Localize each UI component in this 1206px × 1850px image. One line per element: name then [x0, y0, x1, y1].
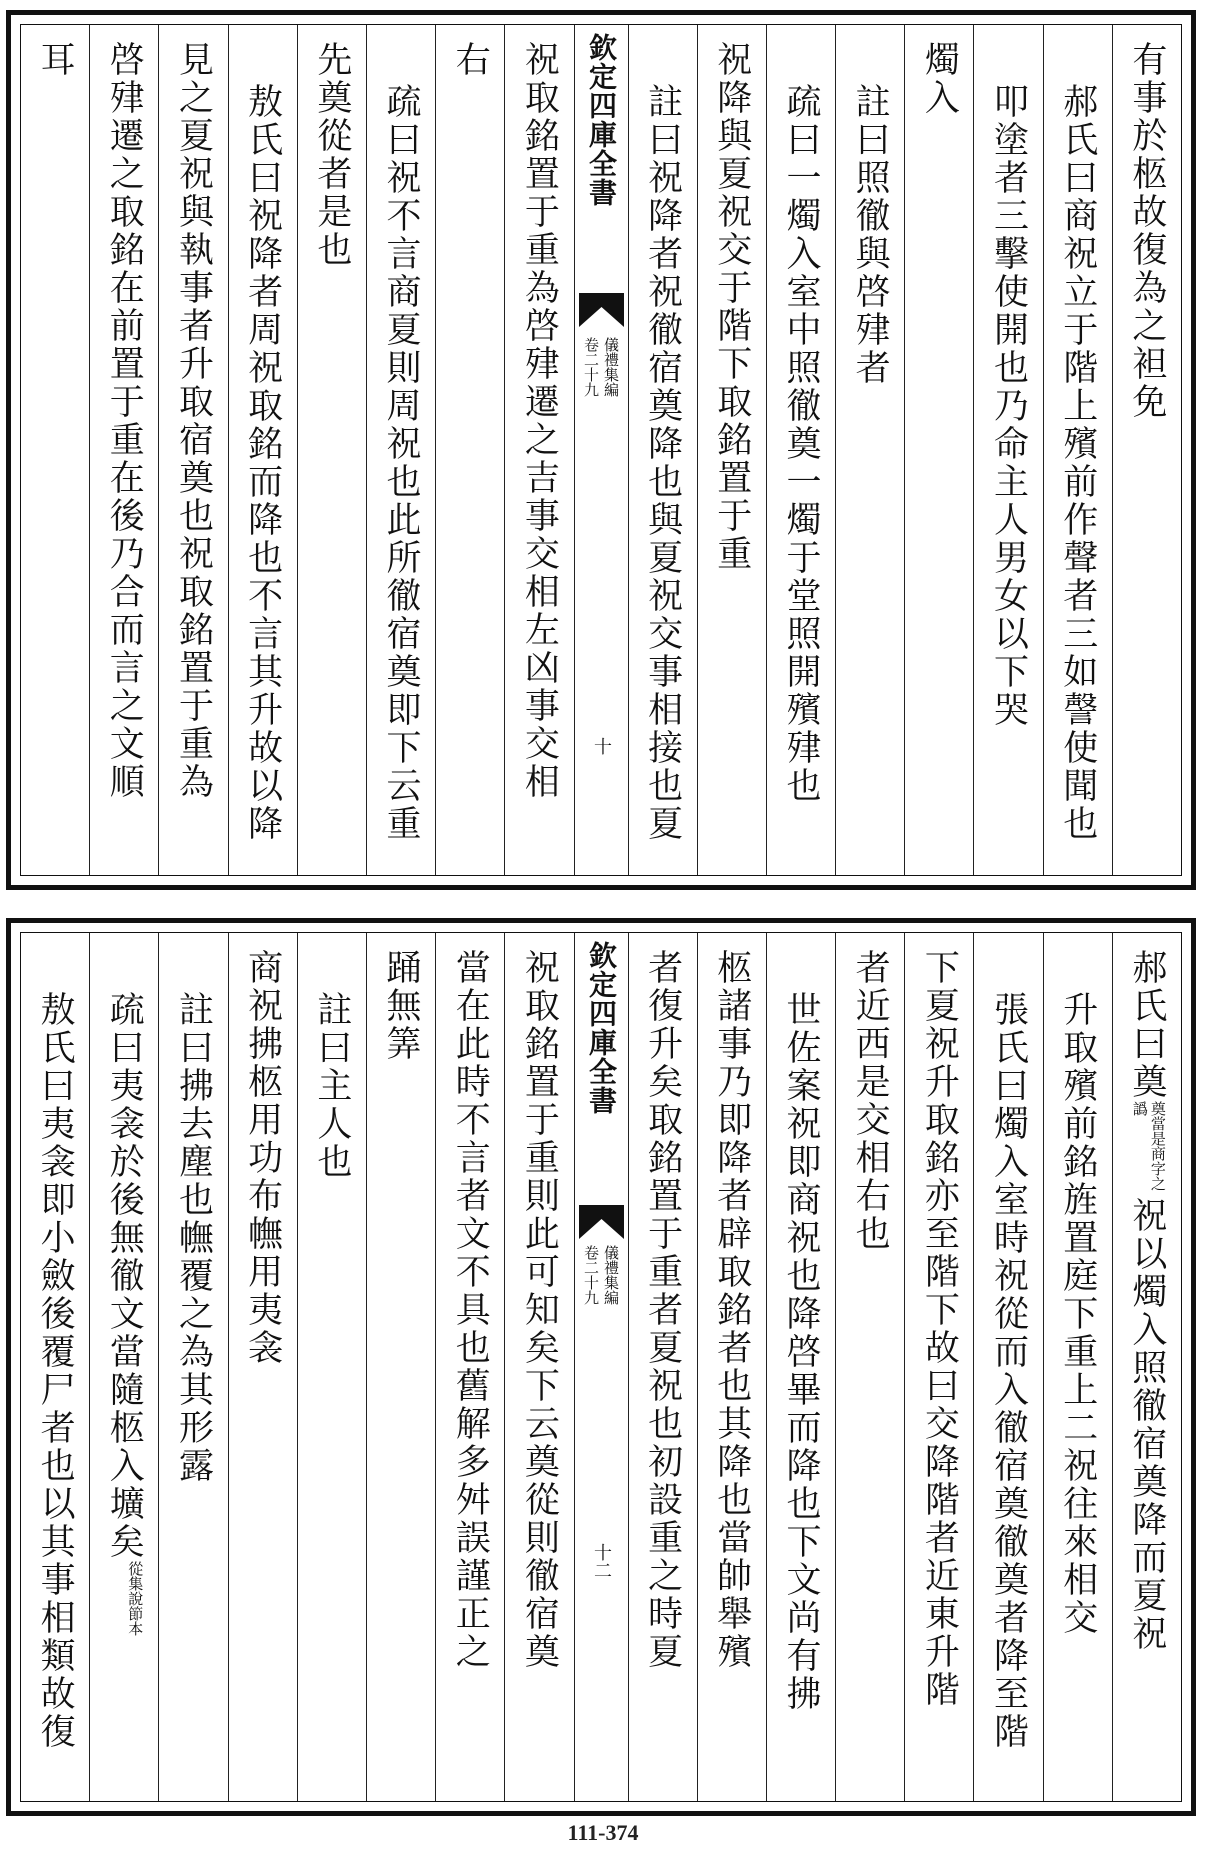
text-column	[904, 25, 973, 875]
top-page-frame	[20, 24, 1182, 876]
column-text	[104, 991, 144, 1636]
text-column	[89, 933, 158, 1801]
text-column	[504, 25, 573, 875]
column-text-part: 疏曰夷衾於後無徹文當隨柩入壙矣	[104, 991, 145, 1561]
interlinear-note: 從集說節本	[126, 1561, 145, 1636]
column-text: 祝取銘置于重為啓肂遷之吉事交相左凶事交相	[519, 41, 560, 801]
text-column	[435, 25, 504, 875]
column-text: 者近西是交相右也	[850, 949, 891, 1253]
text-column	[973, 25, 1042, 875]
column-text: 升取殯前銘旌置庭下重上二祝往來相交	[1057, 991, 1098, 1637]
column-text: 世佐案祝即商祝也降啓畢而降也下文尚有拂	[780, 991, 821, 1713]
column-text: 疏曰祝不言商夏則周祝也此所徹宿奠即下云重	[381, 83, 422, 843]
text-column	[697, 933, 766, 1801]
column-text: 祝降與夏祝交于階下取銘置于重	[711, 41, 752, 573]
text-column	[297, 933, 366, 1801]
column-text: 張氏曰燭入室時祝從而入徹宿奠徹奠者降至階	[988, 991, 1029, 1751]
text-column	[973, 933, 1042, 1801]
column-text: 有事於柩故復為之袒免	[1126, 41, 1167, 421]
text-column	[158, 25, 227, 875]
text-column	[297, 25, 366, 875]
text-column	[21, 933, 89, 1801]
column-text: 疏曰一燭入室中照徹奠一燭于堂照開殯肂也	[780, 83, 821, 805]
column-text: 商祝拂柩用功布幠用夷衾	[242, 949, 283, 1367]
text-column	[435, 933, 504, 1801]
book-name: 儀禮集編	[602, 1245, 620, 1305]
page-footer-number: 111-374	[567, 1820, 639, 1845]
column-text: 敖氏曰祝降者周祝取銘而降也不言其升故以降	[242, 83, 283, 843]
text-column	[504, 933, 573, 1801]
volume-number: 卷二十九	[582, 1245, 600, 1305]
text-column	[89, 25, 158, 875]
text-column	[1112, 933, 1181, 1801]
column-text: 耳	[35, 41, 76, 79]
top-page	[6, 10, 1196, 890]
column-text: 註曰祝降者祝徹宿奠降也與夏祝交事相接也夏	[642, 83, 683, 843]
fish-tail-mark	[579, 293, 624, 327]
column-text: 叩塗者三擊使開也乃命主人男女以下哭	[988, 83, 1029, 729]
text-column	[766, 25, 835, 875]
column-text: 敖氏曰夷衾即小斂後覆尸者也以其事相類故復	[35, 991, 76, 1751]
text-column	[835, 933, 904, 1801]
column-text: 柩諸事乃即降者辟取銘者也其降也當帥舉殯	[711, 949, 752, 1671]
text-column	[628, 25, 697, 875]
text-column	[228, 25, 297, 875]
text-column	[228, 933, 297, 1801]
column-text-part: 郝氏曰奠	[1126, 949, 1167, 1101]
column-text: 先奠從者是也	[311, 41, 352, 269]
text-column	[158, 933, 227, 1801]
column-text: 註曰照徹與啓肂者	[850, 83, 891, 387]
text-column	[366, 25, 435, 875]
column-text: 註曰拂去塵也幠覆之為其形露	[173, 991, 214, 1485]
column-text: 右	[450, 41, 491, 79]
collection-title: 欽定四庫全書	[585, 33, 618, 207]
volume-info	[583, 1245, 619, 1305]
text-column	[697, 25, 766, 875]
center-fold-column	[574, 25, 628, 875]
text-column	[766, 933, 835, 1801]
column-text: 見之夏祝與執事者升取宿奠也祝取銘置于重為	[173, 41, 214, 801]
column-text: 當在此時不言者文不具也舊解多舛誤謹正之	[450, 949, 491, 1671]
text-column	[1112, 25, 1181, 875]
text-column	[366, 933, 435, 1801]
text-column	[835, 25, 904, 875]
text-column	[904, 933, 973, 1801]
book-name: 儀禮集編	[602, 337, 620, 397]
column-text	[1127, 949, 1167, 1653]
volume-number: 卷二十九	[582, 337, 600, 397]
text-column	[21, 25, 89, 875]
column-text: 啓肂遷之取銘在前置于重在後乃合而言之文順	[104, 41, 145, 801]
column-text-part: 祝以燭入照徹宿奠降而夏祝	[1126, 1197, 1167, 1653]
column-text: 下夏祝升取銘亦至階下故曰交降階者近東升階	[919, 949, 960, 1709]
text-column	[1043, 25, 1112, 875]
leaf-number: 十	[591, 737, 612, 755]
column-text: 者復升矣取銘置于重者夏祝也初設重之時夏	[642, 949, 683, 1671]
text-column	[628, 933, 697, 1801]
leaf-number: 十二	[591, 1543, 612, 1579]
column-text: 註曰主人也	[311, 991, 352, 1181]
interlinear-note: 奠當是商字之譌	[1130, 1101, 1167, 1191]
volume-info	[583, 337, 619, 397]
column-text: 祝取銘置于重則此可知矣下云奠從則徹宿奠	[519, 949, 560, 1671]
column-text: 郝氏曰商祝立于階上殯前作聲者三如謦使聞也	[1057, 83, 1098, 843]
text-column	[1043, 933, 1112, 1801]
center-fold-column	[574, 933, 628, 1801]
column-text: 踊無筭	[381, 949, 422, 1063]
fish-tail-mark	[579, 1205, 624, 1239]
column-text: 燭入	[919, 41, 960, 117]
collection-title: 欽定四庫全書	[585, 941, 618, 1115]
bottom-page	[6, 918, 1196, 1816]
bottom-page-frame	[20, 932, 1182, 1802]
